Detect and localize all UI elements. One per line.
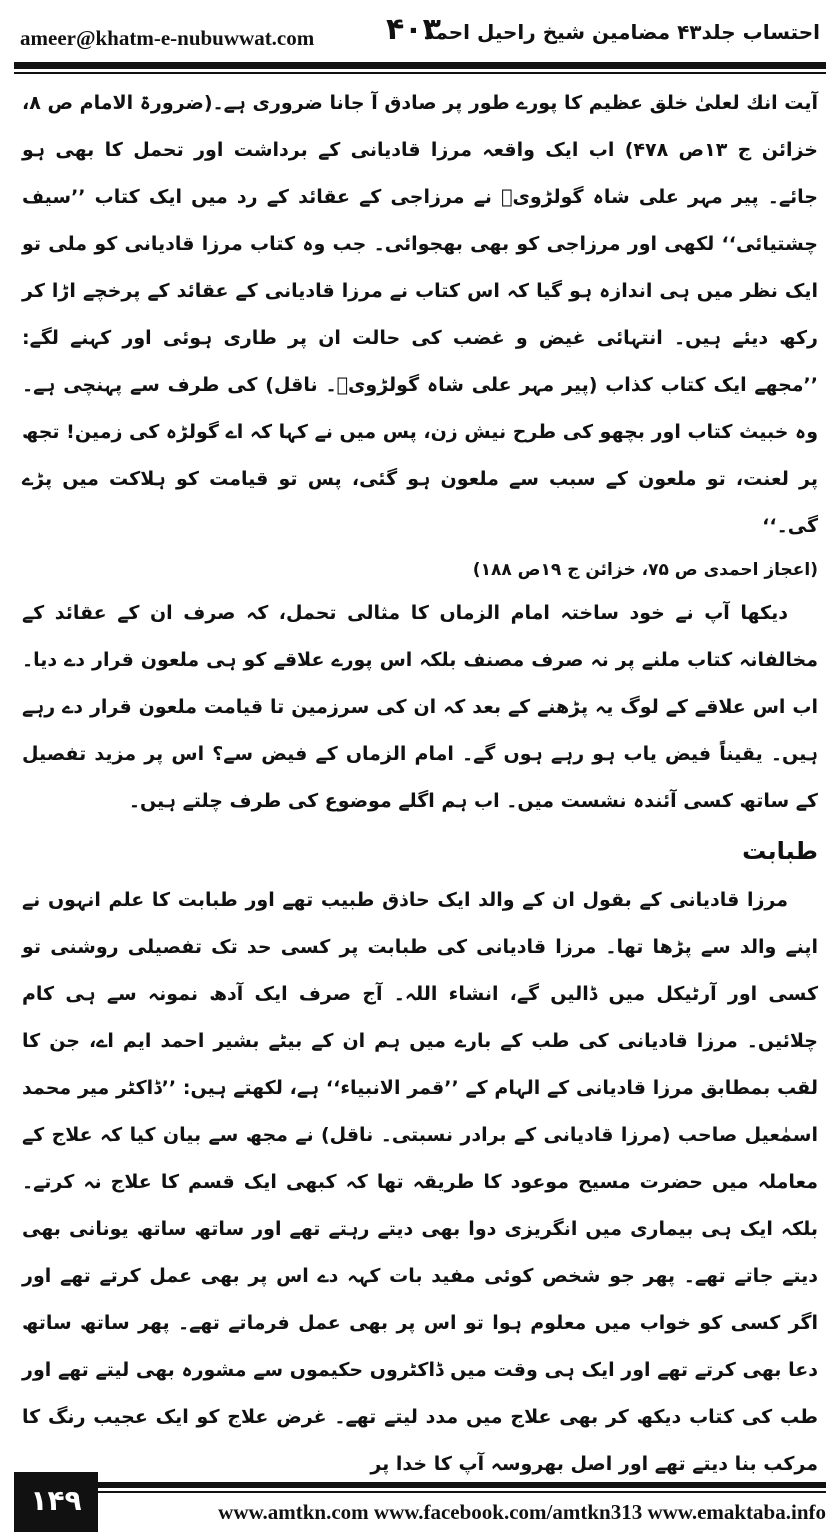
paragraph-ayat-and-incident: آیت انك لعلیٰ خلق عظیم کا پورے طور پر صادق آ جانا ضروری ہے۔(ضرورۃ الامام ص ۸، خزائن ج ۱۳ص ۴۷۸) اب ایک واقعہ مرزا قادیانی کے برداشت اور تحمل کا بھی ہو جائے۔ پیر مہر علی شاہ گولڑویؒ نے مرزاجی کے عقائد کے رد میں ایک کتاب ’’سیف چشتیائی‘‘ لکھی اور مرزاجی کو بھی بھجوائی۔ جب وہ کتاب مرزا قادیانی کو ملی تو ایک نظر میں ہی اندازہ ہو گیا کہ اس کتاب نے مرزا قادیانی کے عقائد کے پرخچے اڑا کر رکھ دیئے ہیں۔ انتہائی غیض و غضب کی حالت ان پر طاری ہوئی اور کہنے لگے: ’’مجھے ایک کتاب کذاب (پیر مہر علی شاہ گولڑویؒ۔ ناقل) کی طرف سے پہنچی ہے۔ وہ خبیث کتاب اور بچھو کی طرح نیش زن، پس میں نے کہا کہ اے گولڑہ کی زمین! تجھ پر لعنت، تو ملعون کے سبب سے ملعون ہو گئی، پس تو قیامت کو ہلاکت میں پڑے گی۔‘‘ (22, 92, 818, 537)
body-text (22, 80, 818, 1475)
page-header (14, 8, 826, 60)
footer-page-number: ۱۴۹ (14, 1472, 98, 1532)
section-heading-tababat: طبابت (742, 837, 818, 865)
footer-rule-thin (14, 1491, 826, 1493)
paragraph-tababat: مرزا قادیانی کے بقول ان کے والد ایک حاذق طبیب تھے اور طبابت کا علم انہوں نے اپنے والد سے پڑھا تھا۔ مرزا قادیانی کی طبابت پر کسی حد تک تفصیلی روشنی تو کسی اور آرٹیکل میں ڈالیں گے، انشاء اللہ۔ آج صرف ایک آدھ نمونہ سے ہی کام چلائیں۔ مرزا قادیانی کی طب کے بارے میں ہم ان کے بیٹے بشیر احمد ایم اے، جن کا لقب بمطابق مرزا قادیانی کے الہام کے ’’قمر الانبیاء‘‘ ہے، لکھتے ہیں: ’’ڈاکٹر میر محمد اسمٰعیل صاحب (مرزا قادیانی کے برادر نسبتی۔ ناقل) نے مجھ سے بیان کیا کہ علاج کے معاملہ میں حضرت مسیح موعود کا طریقہ تھا کہ کبھی ایک قسم کا علاج نہ کرتے۔ بلکہ ایک ہی بیماری میں انگریزی دوا بھی دیتے رہتے تھے اور ساتھ ساتھ یونانی بھی دیتے جاتے تھے۔ پھر جو شخص کوئی مفید بات کہہ دے اس پر بھی عمل کرتے تھے اور اگر کسی کو خواب میں معلوم ہوا تو اس پر بھی عمل فرماتے تھے۔ پھر ساتھ ساتھ دعا بھی کرتے تھے اور ایک ہی وقت میں ڈاکٹروں حکیموں سے مشورہ بھی لیتے تھے اور طب کی کتاب دیکھ کر بھی علاج میں مدد لیتے تھے۔ غرض علاج کو ایک عجیب رنگ کا مرکب بنا دیتے تھے اور اصل بھروسہ آپ کا خدا پر (22, 889, 818, 1475)
header-rule-thick (14, 62, 826, 69)
header-rule-thin (14, 72, 826, 74)
footer-rule-thick (14, 1482, 826, 1488)
header-page-number: ۴۰۳ (386, 12, 441, 47)
citation-ijaz-ahmadi: (اعجاز احمدی ص ۷۵، خزائن ج ۱۹ص ۱۸۸) (472, 560, 818, 580)
header-book-title: احتساب جلد۴۳ مضامین شیخ راحیل احمد (423, 20, 820, 44)
header-email: ameer@khatm-e-nubuwwat.com (20, 26, 315, 50)
footer-website-links: www.amtkn.com www.facebook.com/amtkn313 www.emaktaba.info (218, 1500, 826, 1524)
page-footer (14, 1482, 826, 1534)
paragraph-commentary: دیکھا آپ نے خود ساختہ امام الزماں کا مثالی تحمل، کہ صرف ان کے عقائد کے مخالفانہ کتاب ملنے پر نہ صرف مصنف بلکہ اس پورے علاقے کو ہی ملعون قرار دے دیا۔ اب اس علاقے کے لوگ یہ پڑھنے کے بعد کہ ان کی سرزمین تا قیامت ملعون قرار دے رہے ہیں۔ یقیناً فیض یاب ہو رہے ہوں گے۔ امام الزماں کے فیض سے؟ اس پر مزید تفصیل کے ساتھ کسی آئندہ نشست میں۔ اب ہم اگلے موضوع کی طرف چلتے ہیں۔ (22, 602, 818, 812)
